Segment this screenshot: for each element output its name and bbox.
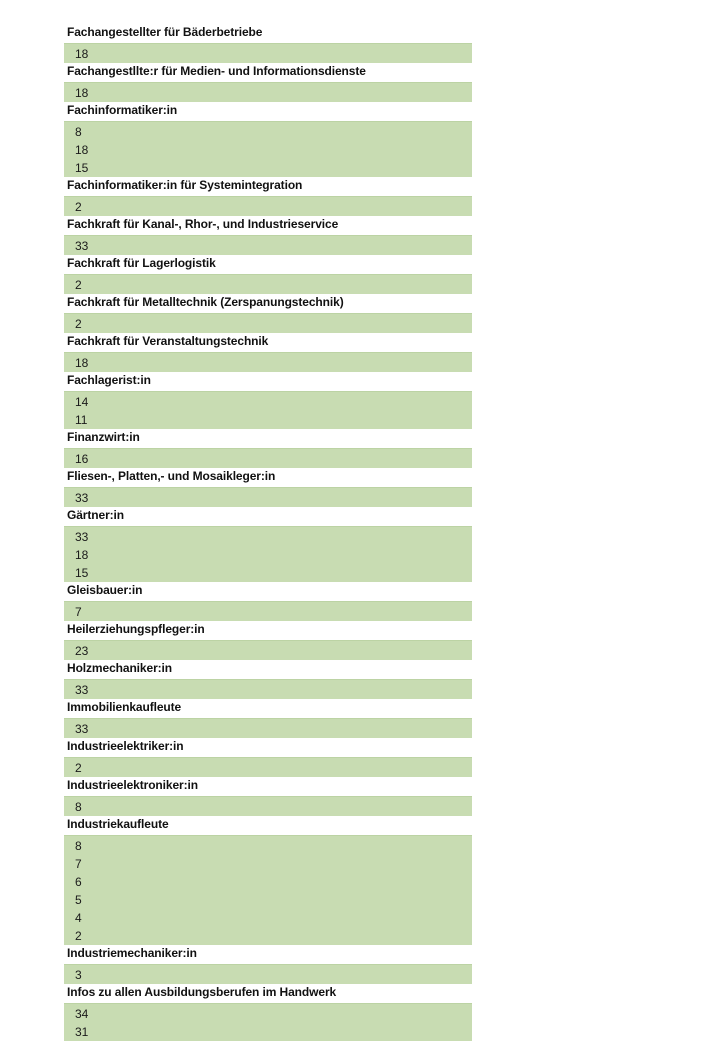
- occupation-title: Fachinformatiker:in für Systemintegration: [67, 178, 303, 192]
- value-box: [64, 757, 472, 777]
- value-number: 4: [75, 911, 82, 925]
- value-number: 34: [75, 1007, 89, 1021]
- value-number: 2: [75, 317, 82, 331]
- value-box: [64, 196, 472, 216]
- value-box: [64, 718, 472, 738]
- occupation-title: Industrieelektriker:in: [67, 739, 184, 753]
- value-box: [64, 1003, 472, 1041]
- occupation-entry: [64, 429, 472, 468]
- occupation-title: Fachkraft für Veranstaltungstechnik: [67, 334, 269, 348]
- value-number: 18: [75, 548, 89, 562]
- occupation-entry: [64, 102, 472, 177]
- value-box: [64, 82, 472, 102]
- occupation-title: Gärtner:in: [67, 508, 125, 522]
- value-number: 8: [75, 839, 82, 853]
- value-number: 18: [75, 143, 89, 157]
- value-number: 8: [75, 125, 82, 139]
- occupation-entry: [64, 255, 472, 294]
- value-box: [64, 601, 472, 621]
- value-box: [64, 964, 472, 984]
- value-number: 14: [75, 395, 89, 409]
- value-number: 11: [75, 413, 88, 427]
- occupation-title: Gleisbauer:in: [67, 583, 143, 597]
- occupation-entry: [64, 984, 472, 1041]
- occupation-entry: [64, 24, 472, 63]
- value-number: 2: [75, 929, 82, 943]
- value-number: 31: [75, 1025, 89, 1039]
- occupation-title: Fachangestellter für Bäderbetriebe: [67, 25, 263, 39]
- occupation-entry: [64, 177, 472, 216]
- occupation-entry: [64, 621, 472, 660]
- occupation-title: Holzmechaniker:in: [67, 661, 172, 675]
- occupation-entry: [64, 816, 472, 945]
- occupation-title: Fachlagerist:in: [67, 373, 151, 387]
- occupation-entry: [64, 777, 472, 816]
- occupation-title: Fliesen-, Platten,- und Mosaikleger:in: [67, 469, 276, 483]
- value-box: [64, 274, 472, 294]
- occupation-title: Fachkraft für Kanal-, Rhor-, und Industrieservice: [67, 217, 339, 231]
- occupation-title: Fachangestllte:r für Medien- und Informationsdienste: [67, 64, 366, 78]
- value-number: 33: [75, 722, 89, 736]
- occupation-title: Industriemechaniker:in: [67, 946, 197, 960]
- value-number: 23: [75, 644, 89, 658]
- value-number: 33: [75, 683, 89, 697]
- value-number: 16: [75, 452, 89, 466]
- value-number: 6: [75, 875, 82, 889]
- value-number: 18: [75, 86, 89, 100]
- occupation-title: Finanzwirt:in: [67, 430, 140, 444]
- occupation-entry: [64, 582, 472, 621]
- occupation-title: Heilerziehungspfleger:in: [67, 622, 205, 636]
- value-box: [64, 43, 472, 63]
- occupation-title: Fachinformatiker:in: [67, 103, 178, 117]
- occupation-entry: [64, 507, 472, 582]
- value-number: 15: [75, 161, 89, 175]
- occupation-title: Infos zu allen Ausbildungsberufen im Handwerk: [67, 985, 337, 999]
- value-box: [64, 235, 472, 255]
- value-box: [64, 313, 472, 333]
- value-box: [64, 679, 472, 699]
- value-number: 7: [75, 857, 82, 871]
- occupation-entry: [64, 660, 472, 699]
- value-number: 15: [75, 566, 89, 580]
- occupation-title: Fachkraft für Lagerlogistik: [67, 256, 216, 270]
- value-number: 3: [75, 968, 82, 982]
- value-box: [64, 391, 472, 429]
- occupation-entry: [64, 699, 472, 738]
- value-number: 18: [75, 47, 89, 61]
- occupation-title: Fachkraft für Metalltechnik (Zerspanungstechnik): [67, 295, 344, 309]
- value-box: [64, 640, 472, 660]
- value-number: 2: [75, 761, 82, 775]
- occupation-entry: [64, 333, 472, 372]
- value-box: [64, 448, 472, 468]
- value-number: 2: [75, 278, 82, 292]
- value-box: [64, 796, 472, 816]
- value-number: 5: [75, 893, 82, 907]
- occupation-entry: [64, 294, 472, 333]
- value-number: 33: [75, 239, 89, 253]
- occupation-entry: [64, 738, 472, 777]
- value-number: 7: [75, 605, 82, 619]
- occupation-entry: [64, 63, 472, 102]
- value-box: [64, 835, 472, 945]
- value-number: 18: [75, 356, 89, 370]
- value-number: 8: [75, 800, 82, 814]
- value-box: [64, 121, 472, 177]
- occupation-entry: [64, 945, 472, 984]
- value-box: [64, 487, 472, 507]
- occupation-entry: [64, 468, 472, 507]
- value-number: 33: [75, 491, 89, 505]
- occupation-entry: [64, 372, 472, 429]
- occupation-entry: [64, 216, 472, 255]
- value-number: 33: [75, 530, 89, 544]
- value-box: [64, 526, 472, 582]
- value-number: 2: [75, 200, 82, 214]
- occupation-list: [64, 24, 472, 1041]
- occupation-title: Industrieelektroniker:in: [67, 778, 198, 792]
- occupation-title: Industriekaufleute: [67, 817, 169, 831]
- value-box: [64, 352, 472, 372]
- occupation-title: Immobilienkaufleute: [67, 700, 182, 714]
